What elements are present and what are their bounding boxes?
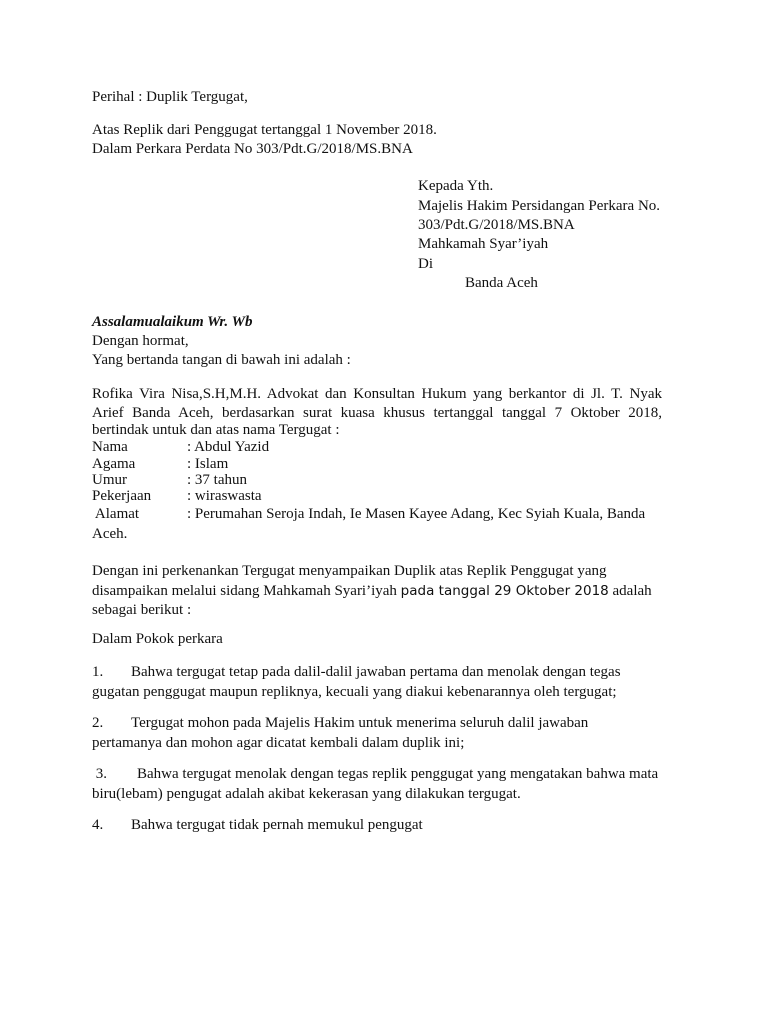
point-text-line-1: Bahwa tergugat menolak dengan tegas replik penggugat yang mengatakan bahwa mata — [137, 766, 659, 782]
salutation: Assalamualaikum Wr. Wb — [92, 314, 253, 330]
opening-line-3: sebagai berikut : — [92, 602, 192, 618]
recipient-line-3: 303/Pdt.G/2018/MS.BNA — [418, 217, 575, 233]
point-text-line-1: Tergugat mohon pada Majelis Hakim untuk menerima seluruh dalil jawaban — [131, 715, 589, 731]
opening-line-2 — [92, 582, 652, 600]
identity-value-umur: : 37 tahun — [187, 472, 247, 488]
recipient-line-1: Kepada Yth. — [418, 178, 494, 194]
recipient-line-2: Majelis Hakim Persidangan Perkara No. — [418, 198, 661, 214]
greeting-hormat: Dengan hormat, — [92, 333, 189, 349]
point-text-line-1: Bahwa tergugat tetap pada dalil-dalil jawaban pertama dan menolak dengan tegas — [131, 664, 621, 680]
identity-label-alamat: Alamat — [92, 506, 140, 522]
point-number: 4. — [92, 817, 104, 833]
opening-line-1: Dengan ini perkenankan Tergugat menyampaikan Duplik atas Replik Penggugat yang — [92, 563, 607, 579]
advocate-line-2: Arief Banda Aceh, berdasarkan surat kuasa khusus tertanggal tanggal 7 Oktober 2018, — [92, 405, 662, 421]
identity-label-pekerjaan: Pekerjaan — [92, 488, 152, 504]
section-title: Dalam Pokok perkara — [92, 631, 223, 647]
greeting-intro: Yang bertanda tangan di bawah ini adalah : — [92, 352, 351, 368]
recipient-line-5: Di — [418, 256, 433, 272]
recipient-line-4: Mahkamah Syar’iyah — [418, 236, 549, 252]
opening-line-2-end: adalah — [608, 583, 652, 599]
reference-line-1: Atas Replik dari Penggugat tertanggal 1 November 2018. — [92, 122, 437, 138]
point-text-line-2: pertamanya dan mohon agar dicatat kembali dalam duplik ini; — [92, 735, 465, 751]
subject-line: Perihal : Duplik Tergugat, — [92, 89, 248, 105]
reference-line-2: Dalam Perkara Perdata No 303/Pdt.G/2018/MS.BNA — [92, 141, 413, 157]
advocate-line-3: bertindak untuk dan atas nama Tergugat : — [92, 422, 340, 438]
opening-line-2-text: disampaikan melalui sidang Mahkamah Syari’iyah — [92, 583, 401, 599]
point-number: 3. — [92, 766, 107, 782]
identity-label-agama: Agama — [92, 456, 136, 472]
point-text-line-1: Bahwa tergugat tidak pernah memukul pengugat — [131, 817, 423, 833]
identity-label-umur: Umur — [92, 472, 127, 488]
point-number: 2. — [92, 715, 104, 731]
recipient-line-6: Banda Aceh — [465, 275, 538, 291]
point-number: 1. — [92, 664, 104, 680]
identity-value-agama: : Islam — [187, 456, 229, 472]
point-text-line-2: biru(lebam) pengugat adalah akibat kekerasan yang dilakukan tergugat. — [92, 786, 521, 802]
identity-value-alamat: : Perumahan Seroja Indah, Ie Masen Kayee Adang, Kec Syiah Kuala, Banda — [187, 506, 646, 522]
identity-value-nama: : Abdul Yazid — [187, 439, 270, 455]
identity-label-nama: Nama — [92, 439, 128, 455]
advocate-line-1: Rofika Vira Nisa,S.H,M.H. Advokat dan Konsultan Hukum yang berkantor di Jl. T. Nyak — [92, 386, 662, 402]
point-text-line-2: gugatan penggugat maupun repliknya, kecuali yang diakui kebenarannya oleh tergugat; — [92, 684, 617, 700]
identity-value-pekerjaan: : wiraswasta — [187, 488, 262, 504]
opening-line-2-date: pada tanggal 29 Oktober 2018 — [400, 583, 609, 599]
identity-address-continuation: Aceh. — [92, 526, 128, 542]
